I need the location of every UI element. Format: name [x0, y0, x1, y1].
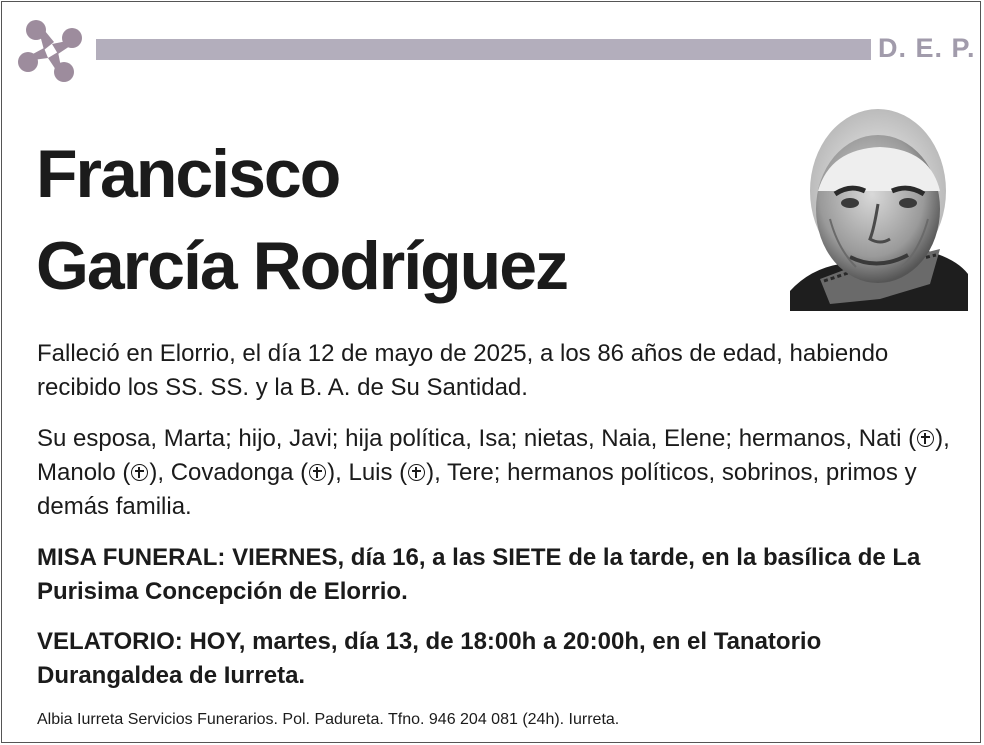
dep-label: D. E. P.	[878, 33, 976, 63]
cross-icon	[131, 464, 148, 481]
death-notice: Falleció en Elorrio, el día 12 de mayo de 2025, a los 86 años de edad, habiendo recibido los SS. SS. y la B. A. de Su Santidad.	[37, 340, 889, 401]
name-line-2: García Rodríguez	[36, 228, 568, 304]
header-bar	[96, 39, 871, 60]
cross-icon	[917, 430, 934, 447]
name-line-1: Francisco	[36, 136, 340, 212]
wake-info: VELATORIO: HOY, martes, día 13, de 18:00h a 20:00h, en el Tanatorio Durangaldea de Iurreta.	[37, 628, 822, 689]
deceased-name	[36, 128, 567, 312]
cross-icon	[309, 464, 326, 481]
portrait-photo-icon	[790, 99, 968, 311]
cross-icon	[408, 464, 425, 481]
funeral-home-footer: Albia Iurreta Servicios Funerarios. Pol. Padureta. Tfno. 946 204 081 (24h). Iurreta.	[37, 711, 620, 728]
family-list: Su esposa, Marta; hijo, Javi; hija política, Isa; nietas, Naia, Elene; hermanos, Nati ( ), Manolo ( ), Covadonga ( ), Luis ( ), Tere; hermanos políticos, sobrinos, primos y demás familia.	[37, 425, 950, 520]
funeral-mass: MISA FUNERAL: VIERNES, día 16, a las SIETE de la tarde, en la basílica de La Purisima Concepción de Elorrio.	[37, 544, 921, 605]
lauburu-icon	[14, 14, 88, 86]
